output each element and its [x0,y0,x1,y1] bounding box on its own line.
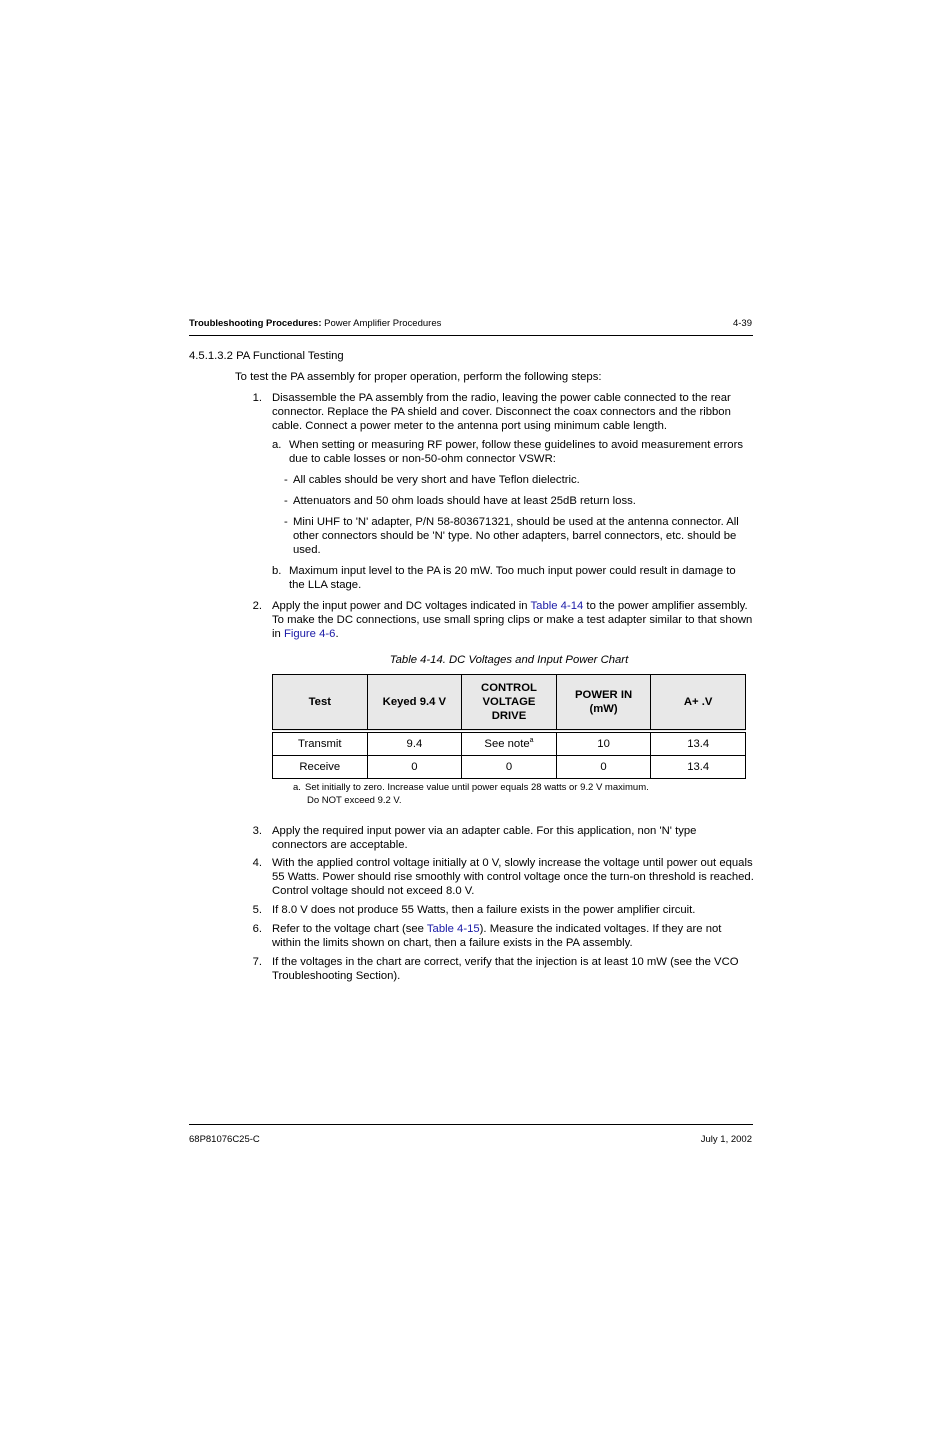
column-header: Keyed 9.4 V [367,675,462,732]
section-title: 4.5.1.3.2 PA Functional Testing [189,350,344,362]
substep-label: b. [272,565,282,577]
dc-voltage-table [272,674,746,779]
table-cell: 13.4 [651,731,746,756]
column-header: POWER IN (mW) [556,675,651,732]
step-number: 5. [252,904,262,916]
table-cell: 13.4 [651,756,746,779]
dash-bullet: - [284,474,288,486]
step-text-part: ). Measure the indicated voltages. If they are not within the limits shown on chart, then a failure exists in the PA assembly. [272,923,722,949]
table-cell: 0 [462,756,557,779]
step-text: Apply the required input power via an adapter cable. For this application, non 'N' type connectors are acceptable. [272,825,697,851]
column-header: Test [273,675,368,732]
step-text-part: Refer to the voltage chart (see [272,923,427,935]
table-4-15-link[interactable]: Table 4-15 [426,923,480,935]
footer-rule [189,1124,753,1125]
footnote-line: Set initially to zero. Increase value until power equals 28 watts or 9.2 V maximum. [305,782,649,793]
dash-bullet: - [284,495,288,507]
table-cell: Receive [273,756,368,779]
page-number: 4-39 [732,318,752,329]
step-text: Disassemble the PA assembly from the radio, leaving the power cable connected to the rear connector. Replace the PA shield and cover. Disconnect the coax connectors and the ribbon cable. Connect a power meter to the antenna port using minimum cable length. [272,392,731,432]
step-number: 6. [252,923,262,935]
step-text-part: Apply the input power and DC voltages indicated in [272,600,531,612]
footnote-marker: a [529,737,534,745]
document-number: 68P81076C25-C [189,1134,260,1145]
step-text: If 8.0 V does not produce 55 Watts, then a failure exists in the power amplifier circuit. [272,904,696,916]
table-4-14-link[interactable]: Table 4-14 [530,600,584,612]
step-text: If the voltages in the chart are correct, verify that the injection is at least 10 mW (see the VCO Troubleshooting Section). [272,956,739,982]
table-cell: Transmit [273,731,368,756]
step-text-part: to the power amplifier assembly. To make the DC connections, use small spring clips or make a test adapter similar to that shown in [272,600,753,640]
column-header: A+ .V [651,675,746,732]
document-date: July 1, 2002 [700,1134,752,1145]
header-rule [189,335,753,336]
table-header-row [273,675,746,732]
intro-text: To test the PA assembly for proper operation, perform the following steps: [235,371,602,383]
header-subsection: Power Amplifier Procedures [324,318,442,329]
substep-text: When setting or measuring RF power, follow these guidelines to avoid measurement errors due to cable losses or non-50-ohm connector VSWR: [289,439,743,465]
dash-item: All cables should be very short and have Teflon dielectric. [293,474,580,486]
dash-item: Attenuators and 50 ohm loads should have at least 25dB return loss. [293,495,636,507]
table-row [273,756,746,779]
step-text: With the applied control voltage initially at 0 V, slowly increase the voltage until power out equals 55 Watts. Power should rise smoothly with control voltage once the turn-on threshold is reached. Control voltage should not exceed 8.0 V. [272,857,754,897]
step-text-part: . [335,628,339,640]
table-cell: 10 [556,731,651,756]
step-number: 1. [252,392,262,404]
step-number: 3. [252,825,262,837]
running-header [189,317,441,331]
column-header: CONTROL VOLTAGE DRIVE [462,675,557,732]
table-caption: Table 4-14. DC Voltages and Input Power Chart [389,654,629,666]
dash-bullet: - [284,516,288,528]
substep-text: Maximum input level to the PA is 20 mW. Too much input power could result in damage to the LLA stage. [289,565,736,591]
figure-4-6-link[interactable]: Figure 4-6 [283,628,336,640]
table-row [273,731,746,756]
substep-label: a. [272,439,282,451]
table-cell [462,731,557,756]
footnote-label: a. [293,782,301,793]
dash-item: Mini UHF to 'N' adapter, P/N 58-803671321, should be used at the antenna connector. All other connectors should be 'N' type. No other adapters, barrel connectors, etc. should be used. [293,516,739,556]
step-number: 2. [252,600,262,612]
step-text [272,922,744,950]
step-number: 7. [252,956,262,968]
header-section: Troubleshooting Procedures: [189,318,322,329]
step-number: 4. [252,857,262,869]
table-cell: 9.4 [367,731,462,756]
table-cell: 0 [367,756,462,779]
cell-text: See note [484,738,530,750]
step-text [272,599,754,641]
table-cell: 0 [556,756,651,779]
footnote-line: Do NOT exceed 9.2 V. [307,795,402,806]
